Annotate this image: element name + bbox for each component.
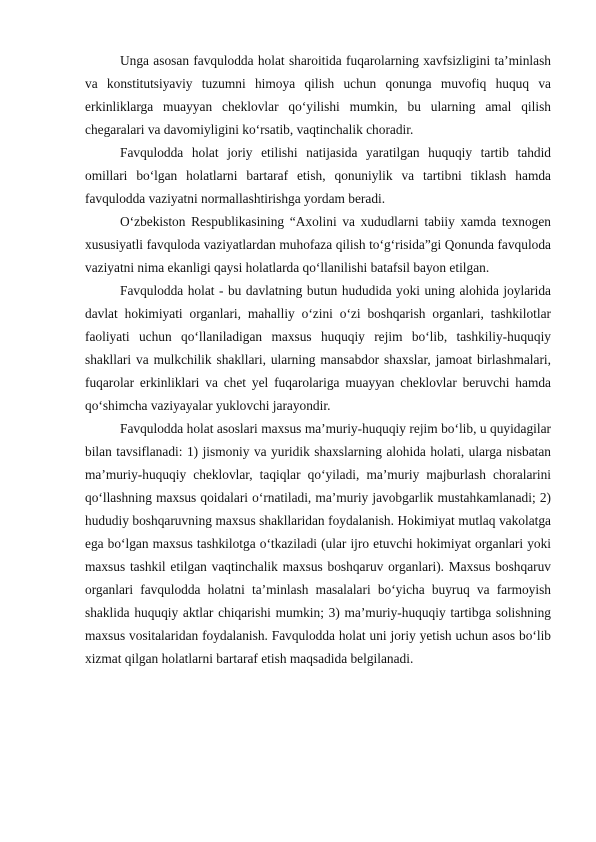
paragraph-3: O‘zbekiston Respublikasining “Axolini va xududlarni tabiiy xamda texnogen xususiyatli favquloda vaziyatlardan muhofaza qilish to‘g‘risida”gi Qonunda favquloda vaziyatni nima ekanligi qaysi holatlarda qo‘llanilishi batafsil bayon etilgan. — [85, 214, 551, 275]
paragraph-4: Favqulodda holat - bu davlatning butun hududida yoki uning alohida joylarida davlat hokimiyati organlari, mahalliy o‘zini o‘zi boshqarish organlari, tashkilotlar faoliyati uchun qo‘llaniladigan maxsus huquqiy rejim bo‘lib, tashkiliy-huquqiy shakllari va mulkchilik shakllari, ularning mansabdor shaxslar, jamoat birlashmalari, fuqarolar erkinliklari va chet yel fuqarolariga muayyan cheklovlar beruvchi hamda qo‘shimcha vaziyayalar yuklovchi jarayondir. — [85, 283, 551, 413]
paragraph-5: Favqulodda holat asoslari maxsus ma’muriy-huquqiy rejim bo‘lib, u quyidagilar bilan tavsiflanadi: 1) jismoniy va yuridik shaxslarning alohida holati, ularga nisbatan ma’muriy-huquqiy cheklovlar, taqiqlar qo‘yiladi, ma’muriy majburlash choralarini qo‘llashning maxsus qoidalari o‘rnatiladi, ma’muriy javobgarlik mustahkamlanadi; 2) hududiy boshqaruvning maxsus shakllaridan foydalanish. Hokimiyat mutlaq vakolatga ega bo‘lgan maxsus tashkilotga o‘tkaziladi (ular ijro etuvchi hokimiyat organlari yoki maxsus tashkil etilgan vaqtinchalik maxsus boshqaruv organlari). Maxsus boshqaruv organlari favqulodda holatni ta’minlash masalalari bo‘yicha buyruq va farmoyish shaklida huquqiy aktlar chiqarishi mumkin; 3) ma’muriy-huquqiy tartibga solishning maxsus vositalaridan foydalanish. Favqulodda holat uni joriy yetish uchun asos bo‘lib xizmat qilgan holatlarni bartaraf etish maqsadida belgilanadi. — [85, 421, 551, 666]
paragraph-1: Unga asosan favqulodda holat sharoitida fuqarolarning xavfsizligini ta’minlash va konstitutsiyaviy tuzumni himoya qilish uchun qonunga muvofiq huquq va erkinliklarga muayyan cheklovlar qo‘yilishi mumkin, bu ularning amal qilish chegaralari va davomiyligini ko‘rsatib, vaqtinchalik choradir. — [85, 53, 551, 137]
paragraph-2: Favqulodda holat joriy etilishi natijasida yaratilgan huquqiy tartib tahdid omillari bo‘lgan holatlarni bartaraf etish, qonuniylik va tartibni tiklash hamda favqulodda vaziyatni normallashtirishga yordam beradi. — [85, 145, 551, 206]
document-page — [85, 49, 551, 670]
